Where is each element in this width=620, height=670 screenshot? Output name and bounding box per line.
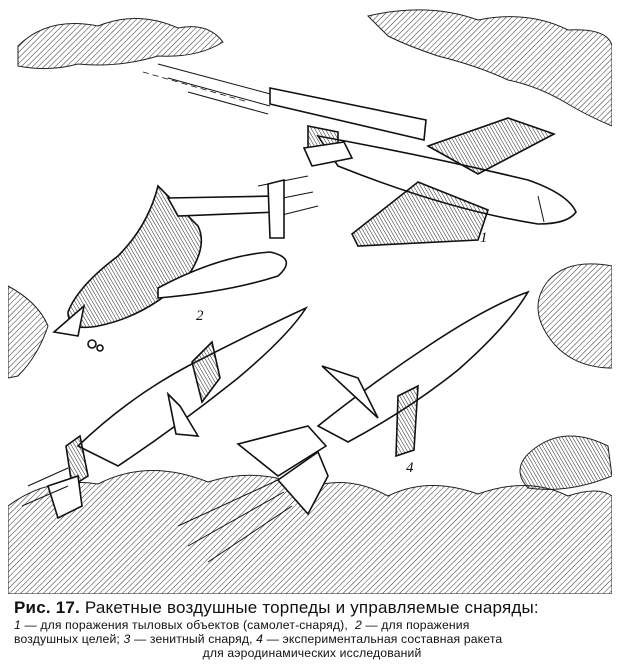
caption-num-2: 2 [354, 618, 362, 632]
illustration [8, 6, 612, 594]
caption-line-1 [14, 618, 610, 632]
rocket-1-flying-bomb [143, 64, 576, 246]
caption-title-line [14, 598, 610, 618]
label-rocket-1: 1 [480, 230, 488, 246]
rocket-illustration [8, 6, 612, 594]
caption-title: Ракетные воздушные торпеды и управляемые снаряды: [84, 598, 539, 617]
figure-caption [14, 598, 610, 660]
caption-num-1: 1 [14, 618, 21, 632]
caption-text-3: воздушных целей; [14, 632, 120, 646]
caption-body [14, 618, 610, 660]
label-rocket-4: 4 [406, 460, 414, 476]
caption-text-4: — зенитный снаряд, [130, 632, 253, 646]
caption-text-2: — для поражения [361, 618, 470, 632]
label-rocket-2: 2 [196, 308, 204, 324]
caption-line-3: для аэродинамических исследований [202, 646, 422, 660]
caption-line-2 [14, 632, 610, 646]
caption-text-1: — для поражения тыловых объектов (самолет-снаряд), [20, 618, 348, 632]
caption-text-5: — экспериментальная составная ракета [263, 632, 503, 646]
figure-label: Рис. 17. [14, 598, 80, 617]
caption-num-3: 3 [123, 632, 131, 646]
caption-num-4: 4 [256, 632, 264, 646]
